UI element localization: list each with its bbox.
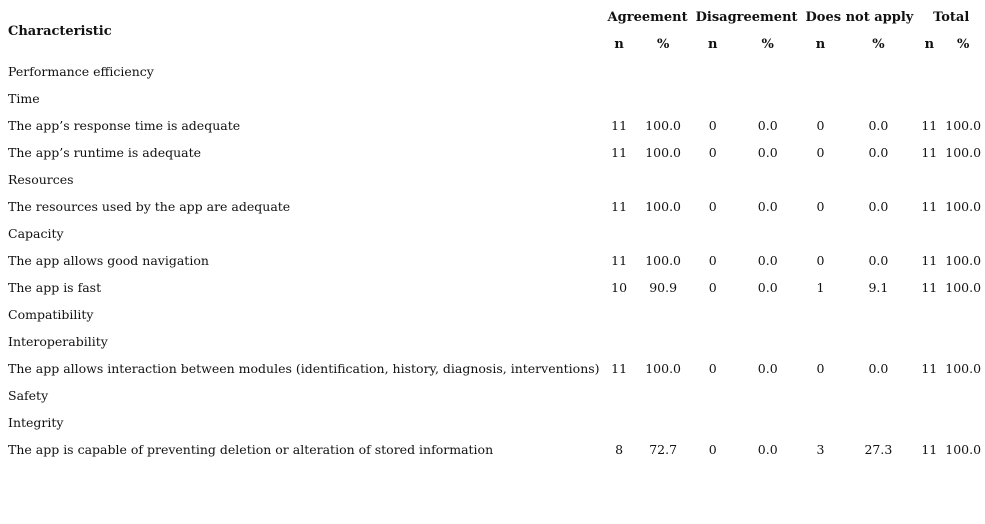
cell-pct-does-not-apply: 9.1: [868, 280, 889, 295]
cell-n-total: 11: [921, 361, 938, 376]
cell-pct-disagreement: 0.0: [757, 361, 778, 376]
table-row: [4, 85, 985, 112]
cell-n-total: 11: [921, 280, 938, 295]
cell-n-does-not-apply: 0: [816, 361, 825, 376]
cell-pct-does-not-apply: [839, 220, 917, 247]
cell-pct-disagreement: [734, 220, 802, 247]
cell-pct-total: [941, 409, 985, 436]
cell-pct-disagreement: [734, 301, 802, 328]
sub-pct-agreement: %: [656, 37, 670, 52]
row-label: Capacity: [8, 226, 64, 241]
cell-pct-agreement: [635, 58, 692, 85]
row-label: The app is capable of preventing deletion or alteration of stored information: [8, 442, 494, 457]
cell-pct-does-not-apply: 0.0: [868, 361, 889, 376]
cell-n-total: [917, 85, 941, 112]
cell-pct-total: [941, 58, 985, 85]
cell-n-agreement: 11: [611, 361, 628, 376]
cell-n-does-not-apply: [802, 409, 840, 436]
cell-n-total: 11: [921, 145, 938, 160]
cell-pct-disagreement: [734, 328, 802, 355]
table-row: [4, 220, 985, 247]
cell-n-agreement: [604, 382, 635, 409]
cell-pct-agreement: 72.7: [649, 442, 678, 457]
cell-n-disagreement: [692, 409, 734, 436]
cell-n-does-not-apply: 3: [816, 442, 825, 457]
cell-pct-disagreement: [734, 166, 802, 193]
table-row: [4, 328, 985, 355]
sub-pct-disagreement: %: [761, 37, 774, 52]
cell-n-total: [917, 328, 941, 355]
cell-pct-agreement: 100.0: [645, 253, 682, 268]
cell-n-disagreement: 0: [708, 280, 717, 295]
cell-pct-agreement: [635, 382, 692, 409]
row-label: Interoperability: [8, 334, 108, 349]
cell-pct-does-not-apply: [839, 382, 917, 409]
cell-pct-disagreement: 0.0: [757, 280, 778, 295]
cell-n-does-not-apply: 0: [816, 145, 825, 160]
cell-pct-total: [941, 220, 985, 247]
row-label: The app allows good navigation: [8, 253, 209, 268]
row-label: The app’s response time is adequate: [8, 118, 241, 133]
cell-n-agreement: [604, 166, 635, 193]
cell-pct-disagreement: 0.0: [757, 145, 778, 160]
cell-n-does-not-apply: 0: [816, 199, 825, 214]
table-row: [4, 247, 985, 274]
cell-n-does-not-apply: [802, 58, 840, 85]
cell-n-disagreement: 0: [708, 145, 717, 160]
cell-n-does-not-apply: 0: [816, 253, 825, 268]
cell-pct-agreement: [635, 85, 692, 112]
cell-pct-does-not-apply: 0.0: [868, 145, 889, 160]
cell-n-disagreement: 0: [708, 118, 717, 133]
cell-pct-disagreement: [734, 85, 802, 112]
cell-pct-total: [941, 382, 985, 409]
row-label: Compatibility: [8, 307, 94, 322]
table-row: [4, 139, 985, 166]
row-label: Time: [8, 91, 40, 106]
cell-pct-does-not-apply: [839, 328, 917, 355]
col-agreement: Agreement: [607, 10, 688, 25]
cell-pct-total: [941, 85, 985, 112]
cell-n-disagreement: [692, 301, 734, 328]
cell-n-disagreement: [692, 220, 734, 247]
cell-pct-total: 100.0: [945, 145, 982, 160]
cell-pct-disagreement: 0.0: [757, 118, 778, 133]
cell-n-agreement: [604, 85, 635, 112]
sub-n-total: n: [924, 37, 935, 52]
cell-pct-disagreement: [734, 382, 802, 409]
cell-pct-does-not-apply: [839, 409, 917, 436]
cell-n-disagreement: [692, 58, 734, 85]
cell-n-total: [917, 382, 941, 409]
cell-n-agreement: 8: [615, 442, 624, 457]
cell-n-agreement: [604, 58, 635, 85]
table-row: [4, 166, 985, 193]
cell-n-agreement: 10: [611, 280, 628, 295]
row-label: Integrity: [8, 415, 64, 430]
cell-n-agreement: 11: [611, 118, 628, 133]
cell-n-disagreement: [692, 328, 734, 355]
cell-pct-disagreement: 0.0: [757, 199, 778, 214]
row-label: Safety: [8, 388, 49, 403]
table-row: [4, 193, 985, 220]
cell-pct-agreement: [635, 220, 692, 247]
cell-pct-agreement: 100.0: [645, 199, 682, 214]
sub-pct-does-not-apply: %: [872, 37, 885, 52]
table-row: [4, 301, 985, 328]
cell-pct-agreement: [635, 301, 692, 328]
table-row: [4, 112, 985, 139]
row-label: The app’s runtime is adequate: [8, 145, 202, 160]
cell-n-total: 11: [921, 253, 938, 268]
row-label: The app allows interaction between modules (identification, history, diagnosis, interventions): [8, 361, 600, 376]
cell-pct-total: [941, 166, 985, 193]
cell-n-does-not-apply: [802, 166, 840, 193]
row-label: The resources used by the app are adequate: [8, 199, 291, 214]
sub-n-disagreement: n: [708, 37, 718, 52]
cell-pct-agreement: [635, 166, 692, 193]
cell-n-total: [917, 301, 941, 328]
cell-n-agreement: [604, 301, 635, 328]
table-row: [4, 58, 985, 85]
cell-pct-total: 100.0: [945, 361, 982, 376]
sub-pct-total: %: [956, 37, 970, 52]
cell-pct-agreement: 100.0: [645, 145, 682, 160]
cell-n-disagreement: 0: [708, 253, 717, 268]
cell-n-agreement: 11: [611, 145, 628, 160]
cell-pct-does-not-apply: 0.0: [868, 253, 889, 268]
cell-n-total: [917, 58, 941, 85]
cell-n-disagreement: 0: [708, 442, 717, 457]
cell-n-total: 11: [921, 199, 938, 214]
cell-pct-agreement: 100.0: [645, 118, 682, 133]
table-row: [4, 436, 985, 463]
cell-n-total: 11: [921, 118, 938, 133]
cell-pct-agreement: [635, 409, 692, 436]
cell-n-does-not-apply: [802, 85, 840, 112]
cell-n-total: [917, 409, 941, 436]
cell-n-does-not-apply: 0: [816, 118, 825, 133]
cell-pct-total: 100.0: [945, 280, 982, 295]
table-row: [4, 355, 985, 382]
cell-n-disagreement: 0: [708, 361, 717, 376]
cell-n-total: 11: [921, 442, 938, 457]
cell-pct-does-not-apply: 0.0: [868, 118, 889, 133]
cell-n-does-not-apply: 1: [816, 280, 825, 295]
cell-pct-disagreement: 0.0: [757, 442, 778, 457]
cell-n-total: [917, 166, 941, 193]
results-table: [4, 4, 985, 463]
cell-n-agreement: [604, 220, 635, 247]
cell-pct-total: [941, 328, 985, 355]
cell-n-does-not-apply: [802, 301, 840, 328]
cell-pct-does-not-apply: [839, 85, 917, 112]
cell-n-agreement: 11: [611, 253, 628, 268]
cell-n-agreement: [604, 409, 635, 436]
cell-pct-total: 100.0: [945, 118, 982, 133]
cell-n-does-not-apply: [802, 382, 840, 409]
cell-pct-does-not-apply: 27.3: [864, 442, 893, 457]
col-total: Total: [933, 10, 970, 25]
cell-n-agreement: [604, 328, 635, 355]
table-body: [4, 58, 985, 463]
cell-n-disagreement: [692, 85, 734, 112]
cell-pct-disagreement: 0.0: [757, 253, 778, 268]
cell-pct-total: 100.0: [945, 253, 982, 268]
table-row: [4, 274, 985, 301]
cell-pct-does-not-apply: [839, 301, 917, 328]
col-disagreement: Disagreement: [695, 10, 798, 25]
cell-n-disagreement: [692, 382, 734, 409]
cell-n-agreement: 11: [611, 199, 628, 214]
header-row-groups: [4, 4, 985, 31]
cell-pct-disagreement: [734, 409, 802, 436]
col-does-not-apply: Does not apply: [805, 10, 914, 25]
cell-pct-total: 100.0: [945, 199, 982, 214]
cell-pct-does-not-apply: [839, 58, 917, 85]
row-label: Resources: [8, 172, 74, 187]
col-characteristic: Characteristic: [8, 23, 112, 39]
cell-n-does-not-apply: [802, 220, 840, 247]
cell-pct-does-not-apply: 0.0: [868, 199, 889, 214]
cell-n-does-not-apply: [802, 328, 840, 355]
row-label: Performance efficiency: [8, 64, 154, 79]
cell-pct-disagreement: [734, 58, 802, 85]
cell-pct-does-not-apply: [839, 166, 917, 193]
cell-pct-total: 100.0: [945, 442, 982, 457]
sub-n-agreement: n: [614, 37, 624, 52]
cell-n-disagreement: 0: [708, 199, 717, 214]
table-row: [4, 409, 985, 436]
row-label: The app is fast: [8, 280, 102, 295]
table-row: [4, 382, 985, 409]
cell-pct-agreement: [635, 328, 692, 355]
cell-pct-agreement: 90.9: [649, 280, 678, 295]
cell-n-disagreement: [692, 166, 734, 193]
sub-n-does-not-apply: n: [815, 37, 826, 52]
cell-n-total: [917, 220, 941, 247]
cell-pct-agreement: 100.0: [645, 361, 682, 376]
cell-pct-total: [941, 301, 985, 328]
